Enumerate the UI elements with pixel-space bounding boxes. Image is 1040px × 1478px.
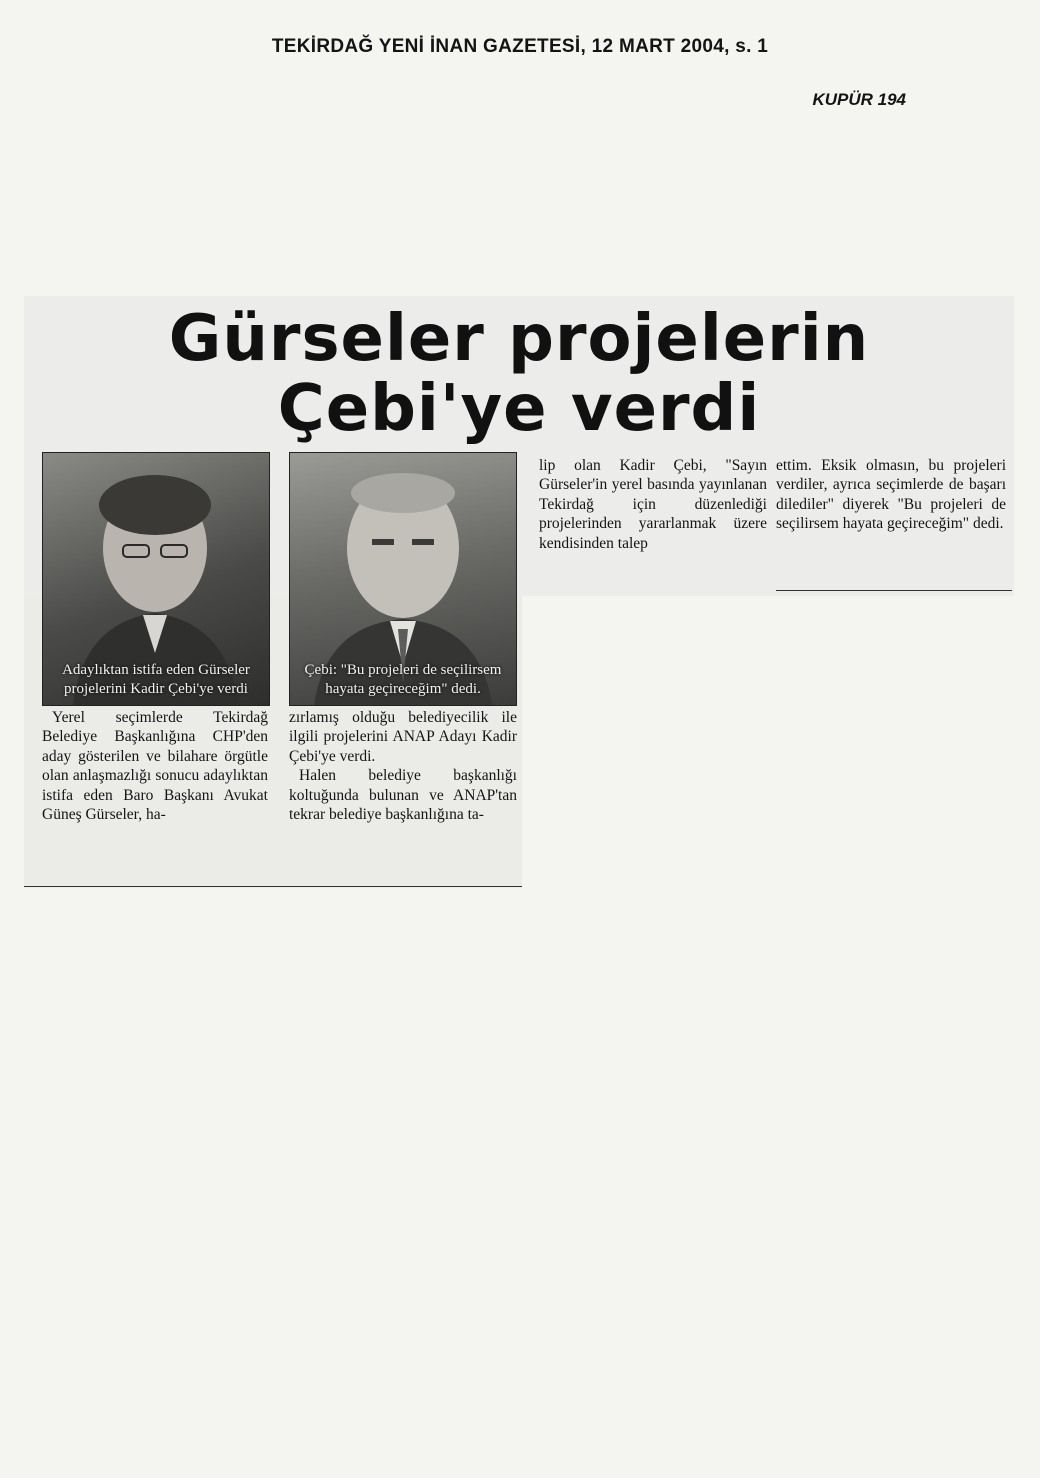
article-column-3	[539, 456, 767, 553]
headline-line-1: Gürseler projelerin	[168, 302, 870, 376]
article-column-1	[42, 708, 268, 824]
article-column-4	[776, 456, 1006, 534]
column-2-paragraph-1: zırlamış olduğu belediyecilik ile ilgili projelerini ANAP Adayı Kadir Çebi'ye verdi.	[289, 709, 517, 765]
newspaper-clipping	[24, 296, 1014, 888]
article-column-2	[289, 708, 517, 824]
headline-line-2: Çebi'ye verdi	[277, 372, 761, 446]
clip-number: KUPÜR 194	[812, 90, 906, 109]
clipping-cut-area	[522, 596, 1014, 888]
photo-cebi	[289, 452, 517, 706]
column-4-text: ettim. Eksik olmasın, bu projeleri verdiler, ayrıca seçimlerde de başarı dilediler" diyerek "Bu projeleri de seçilirsem hayata geçireceğim" dedi.	[776, 457, 1006, 533]
photo-gurseler	[42, 452, 270, 706]
bottom-rule-right	[776, 590, 1012, 591]
column-2-paragraph-2: Halen belediye başkanlığı koltuğunda bulunan ve ANAP'tan tekrar belediye başkanlığına ta-	[289, 767, 517, 824]
page-header: TEKİRDAĞ YENİ İNAN GAZETESİ, 12 MART 2004, s. 1	[271, 36, 769, 57]
photo-caption-2: Çebi: "Bu projeleri de seçilirsem hayata geçireceğim" dedi.	[304, 662, 502, 697]
column-3-text: lip olan Kadir Çebi, "Sayın Gürseler'in yerel basında yayınlanan Tekirdağ için düzenlediği projelerinden yararlanmak üzere kendisinden talep	[539, 457, 767, 552]
photo-caption-1: Adaylıktan istifa eden Gürseler projelerini Kadir Çebi'ye verdi	[62, 662, 250, 697]
column-1-text: Yerel seçimlerde Tekirdağ Belediye Başkanlığına CHP'den aday gösterilen ve bilahare örgütle olan anlaşmazlığı sonucu adaylıktan istifa eden Baro Başkanı Avukat Güneş Gürseler, ha-	[42, 709, 268, 824]
bottom-rule-left	[24, 886, 522, 887]
